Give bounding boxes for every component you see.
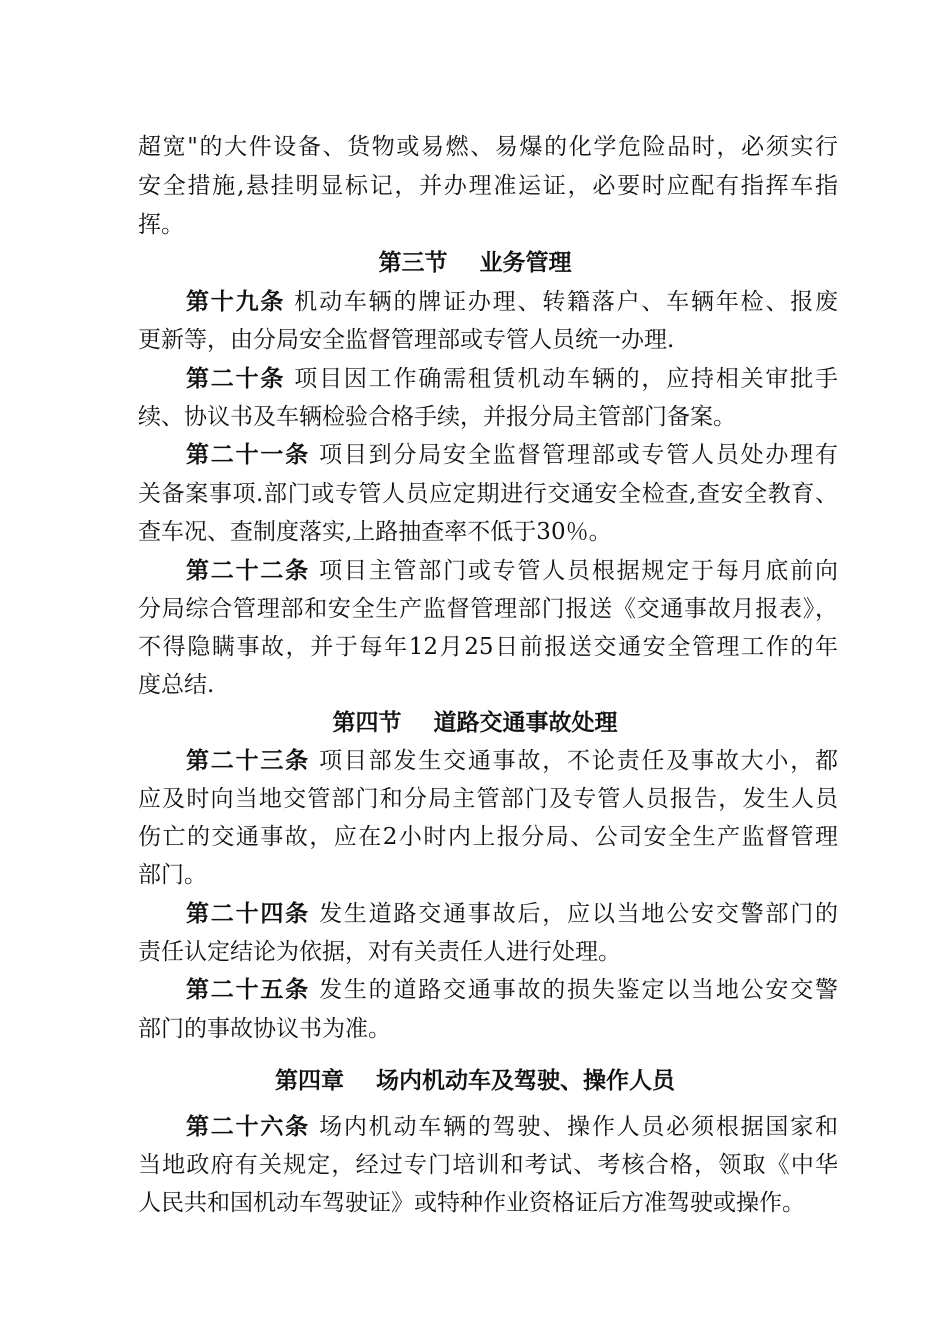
article-20-text-1: 项目因工作确需租赁机动车辆的，应持相关审批手 [285, 366, 839, 392]
article-23-line-3: 伤亡的交通事故，应在2小时内上报分局、公司安全生产监督管理 [138, 824, 838, 850]
intro-line-3: 挥。 [138, 212, 184, 238]
article-23-line-1 [186, 746, 838, 776]
article-24-line-2: 责任认定结论为依据，对有关责任人进行处理。 [138, 939, 621, 965]
article-21-text-1: 项目到分局安全监督管理部或专管人员处办理有 [309, 442, 839, 468]
article-26-line-3: 人民共和国机动车驾驶证》或特种作业资格证后方准驾驶或操作。 [138, 1190, 805, 1216]
article-23-label: 第二十三条 [186, 747, 310, 774]
article-23-line-4: 部门。 [138, 862, 207, 888]
intro-line-2: 安全措施,悬挂明显标记，并办理准运证，必要时应配有指挥车指 [138, 173, 838, 199]
article-21-line-2: 关备案事项.部门或专管人员应定期进行交通安全检查,查安全教育、 [138, 481, 838, 507]
article-23-line-2: 应及时向当地交管部门和分局主管部门及专管人员报告，发生人员 [138, 786, 838, 812]
article-25-label: 第二十五条 [186, 976, 310, 1003]
article-25-line-2: 部门的事故协议书为准。 [138, 1016, 391, 1042]
article-26-label: 第二十六条 [186, 1113, 310, 1140]
section-3-title: 第三节 业务管理 [378, 249, 572, 276]
article-19-line-2: 更新等，由分局安全监督管理部或专管人员统一办理. [138, 327, 675, 353]
article-20-label: 第二十条 [186, 365, 286, 392]
article-22-line-2: 分局综合管理部和安全生产监督管理部门报送《交通事故月报表》， [138, 596, 838, 622]
article-25-text-1: 发生的道路交通事故的损失鉴定以当地公安交警 [309, 977, 839, 1003]
article-19-text-1: 机动车辆的牌证办理、转籍落户、车辆年检、报废 [285, 289, 839, 315]
article-26-text-1: 场内机动车辆的驾驶、操作人员必须根据国家和 [309, 1114, 839, 1140]
article-24-line-1 [186, 899, 838, 929]
article-21-line-3: 查车况、查制度落实,上路抽查率不低于30％。 [138, 519, 612, 545]
intro-line-1: 超宽"的大件设备、货物或易燃、易爆的化学危险品时，必须实行 [138, 134, 838, 160]
article-22-label: 第二十二条 [186, 557, 310, 584]
article-20-line-1 [186, 364, 838, 394]
article-20-line-2: 续、协议书及车辆检验合格手续，并报分局主管部门备案。 [138, 404, 736, 430]
article-26-line-2: 当地政府有关规定，经过专门培训和考试、考核合格，领取《中华 [138, 1152, 838, 1178]
article-21-label: 第二十一条 [186, 441, 310, 468]
article-21-line-1 [186, 440, 838, 470]
article-26-line-1 [186, 1112, 838, 1142]
article-23-text-1: 项目部发生交通事故，不论责任及事故大小，都 [309, 748, 839, 774]
article-19-label: 第十九条 [186, 288, 286, 315]
chapter-4-title: 第四章 场内机动车及驾驶、操作人员 [274, 1067, 676, 1094]
article-19-line-1 [186, 287, 838, 317]
article-25-line-1 [186, 975, 838, 1005]
section-4-title: 第四节 道路交通事故处理 [332, 709, 618, 736]
article-22-line-1 [186, 556, 838, 586]
article-22-text-1: 项目主管部门或专管人员根据规定于每月底前向 [309, 558, 839, 584]
article-24-label: 第二十四条 [186, 900, 310, 927]
article-22-line-3: 不得隐瞒事故，并于每年12月25日前报送交通安全管理工作的年 [138, 634, 838, 660]
article-24-text-1: 发生道路交通事故后，应以当地公安交警部门的 [309, 901, 839, 927]
article-22-line-4: 度总结. [138, 672, 215, 698]
